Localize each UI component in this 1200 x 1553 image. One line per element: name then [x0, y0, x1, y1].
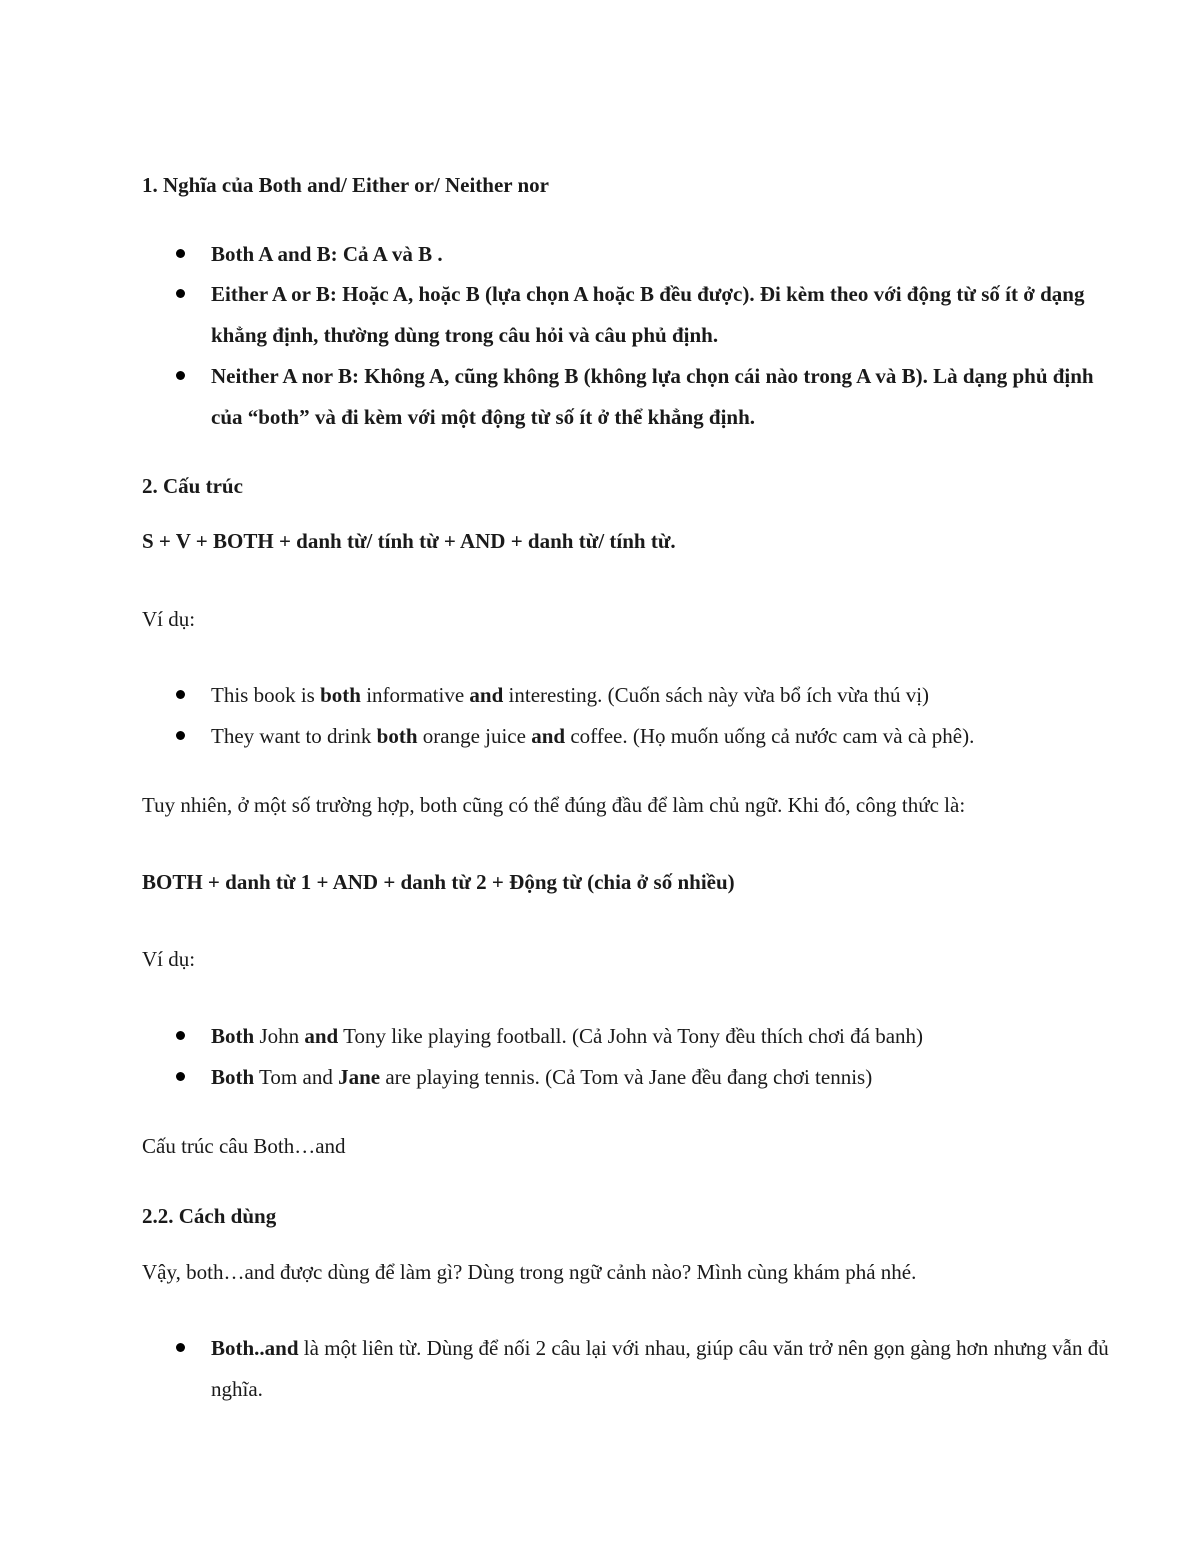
- example-text: Tom and: [254, 1065, 339, 1089]
- note-paragraph: Tuy nhiên, ở một số trường hợp, both cũng có thể đúng đầu để làm chủ ngữ. Khi đó, công thức là:: [142, 793, 966, 817]
- bullet-icon: [176, 289, 185, 298]
- bullet-icon: [176, 249, 185, 258]
- keyword: and: [304, 1024, 339, 1048]
- keyword: Both: [211, 1065, 255, 1089]
- formula-both-subject: BOTH + danh từ 1 + AND + danh từ 2 + Động từ (chia ở số nhiều): [142, 870, 735, 894]
- bullet-icon: [176, 1031, 185, 1040]
- keyword: Both..and: [211, 1336, 299, 1360]
- bullet-icon: [176, 731, 185, 740]
- bullet-icon: [176, 371, 185, 380]
- keyword: and: [469, 683, 504, 707]
- list-item: [211, 1328, 1126, 1410]
- section22-heading: 2.2. Cách dùng: [142, 1204, 277, 1228]
- example-label: Ví dụ:: [142, 947, 196, 971]
- formula-both-and: S + V + BOTH + danh từ/ tính từ + AND + danh từ/ tính từ.: [142, 529, 676, 553]
- list-item: [211, 675, 1126, 716]
- bullet-text: Neither A nor B: Không A, cũng không B (không lựa chọn cái nào trong A và B). Là dạng phủ định của “both” và đi kèm với một động từ số ít ở thể khẳng định.: [211, 364, 1094, 429]
- bullet-text: Either A or B: Hoặc A, hoặc B (lựa chọn A hoặc B đều được). Đi kèm theo với động từ số ít ở dạng khẳng định, thường dùng trong câu hỏi và câu phủ định.: [211, 282, 1085, 347]
- bullet-icon: [176, 1343, 185, 1352]
- usage-text: là một liên từ. Dùng để nối 2 câu lại với nhau, giúp câu văn trở nên gọn gàng hơn nhưng vẫn đủ nghĩa.: [211, 1336, 1109, 1401]
- example-label: Ví dụ:: [142, 607, 196, 631]
- example-text: are playing tennis. (Cả Tom và Jane đều đang chơi tennis): [380, 1065, 873, 1089]
- image-caption: Cấu trúc câu Both…and: [142, 1134, 346, 1158]
- example-text: They want to drink: [211, 724, 377, 748]
- keyword: Jane: [338, 1065, 381, 1089]
- list-item: [211, 1016, 1126, 1057]
- bullet-text: Both A and B: Cả A và B .: [211, 242, 443, 266]
- keyword: Both: [211, 1024, 255, 1048]
- example-text: John: [254, 1024, 305, 1048]
- example-text: Tony like playing football. (Cả John và Tony đều thích chơi đá banh): [338, 1024, 924, 1048]
- usage-intro: Vậy, both…and được dùng để làm gì? Dùng trong ngữ cảnh nào? Mình cùng khám phá nhé.: [142, 1260, 917, 1284]
- keyword: both: [376, 724, 418, 748]
- bullet-icon: [176, 690, 185, 699]
- list-item: [211, 716, 1126, 757]
- example-text: coffee. (Họ muốn uống cả nước cam và cà phê).: [565, 724, 975, 748]
- keyword: and: [531, 724, 566, 748]
- section1-heading: 1. Nghĩa của Both and/ Either or/ Neither nor: [142, 173, 549, 197]
- section2-heading: 2. Cấu trúc: [142, 474, 243, 498]
- list-item: [211, 234, 1126, 275]
- list-item: [211, 356, 1126, 438]
- example-text: This book is: [211, 683, 321, 707]
- list-item: [211, 1057, 1126, 1098]
- example-text: interesting. (Cuốn sách này vừa bổ ích vừa thú vị): [503, 683, 930, 707]
- example-text: orange juice: [417, 724, 532, 748]
- keyword: both: [320, 683, 361, 707]
- bullet-icon: [176, 1072, 185, 1081]
- list-item: [211, 274, 1126, 356]
- example-text: informative: [360, 683, 470, 707]
